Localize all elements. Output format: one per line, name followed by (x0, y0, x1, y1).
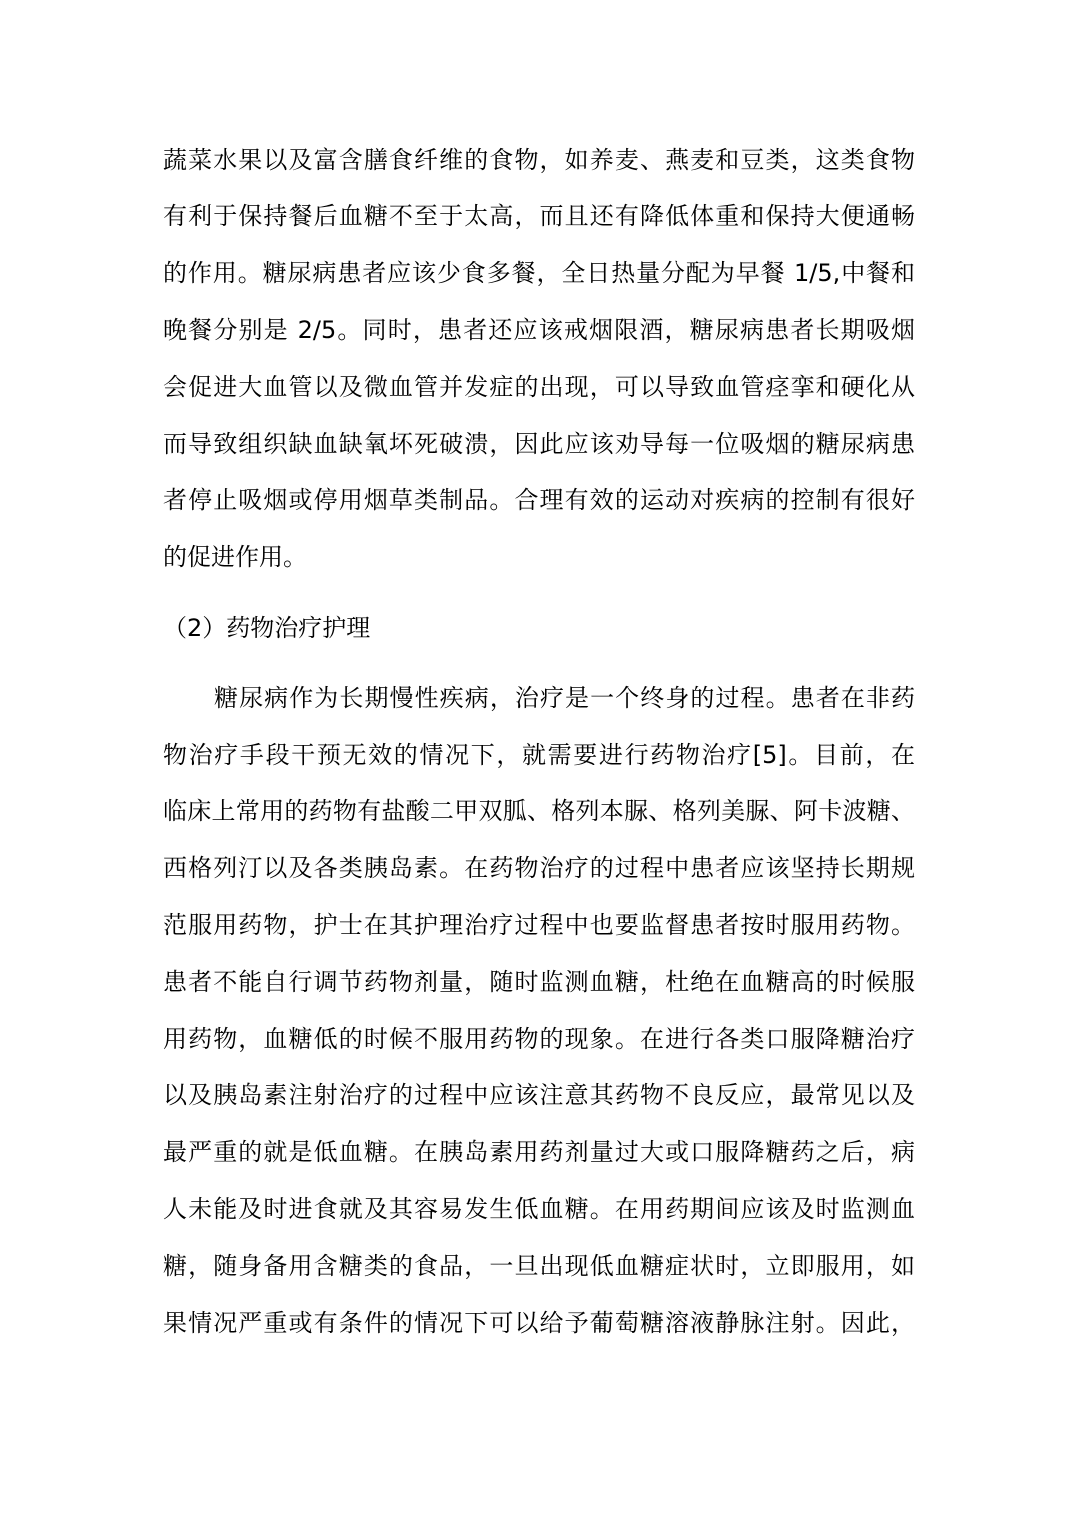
text-line: 糖，随身备用含糖类的食品，一旦出现低血糖症状时，立即服用，如 (163, 1251, 915, 1280)
text-line: 临床上常用的药物有盐酸二甲双胍、格列本脲、格列美脲、阿卡波糖、 (163, 797, 915, 826)
body-paragraph-diet (163, 132, 915, 586)
text-line: 范服用药物，护士在其护理治疗过程中也要监督患者按时服用药物。 (163, 910, 915, 939)
text-line: 有利于保持餐后血糖不至于太高，而且还有降低体重和保持大便通畅 (163, 202, 915, 231)
text-line: 用药物，血糖低的时候不服用药物的现象。在进行各类口服降糖治疗 (163, 1024, 915, 1053)
document-body (163, 132, 915, 1352)
text-line: 者停止吸烟或停用烟草类制品。合理有效的运动对疾病的控制有很好 (163, 486, 915, 515)
text-line: 的促进作用。 (163, 543, 307, 572)
text-line: 人未能及时进食就及其容易发生低血糖。在用药期间应该及时监测血 (163, 1194, 915, 1223)
text-line: 以及胰岛素注射治疗的过程中应该注意其药物不良反应，最常见以及 (163, 1081, 915, 1110)
text-line: 蔬菜水果以及富含膳食纤维的食物，如养麦、燕麦和豆类，这类食物 (163, 145, 915, 174)
section-heading: （2）药物治疗护理 (163, 613, 371, 642)
text-line: 最严重的就是低血糖。在胰岛素用药剂量过大或口服降糖药之后，病 (163, 1138, 915, 1167)
text-line: 而导致组织缺血缺氧坏死破溃，因此应该劝导每一位吸烟的糖尿病患 (163, 429, 915, 458)
text-line: 患者不能自行调节药物剂量，随时监测血糖，杜绝在血糖高的时候服 (163, 967, 915, 996)
text-line: 西格列汀以及各类胰岛素。在药物治疗的过程中患者应该坚持长期规 (163, 854, 915, 883)
text-line: 果情况严重或有条件的情况下可以给予葡萄糖溶液静脉注射。因此， (163, 1308, 915, 1337)
body-paragraph-medication (163, 670, 915, 1352)
text-line: 晚餐分别是 2/5。同时，患者还应该戒烟限酒，糖尿病患者长期吸烟 (163, 315, 915, 344)
text-line: 会促进大血管以及微血管并发症的出现，可以导致血管痉挛和硬化从 (163, 372, 915, 401)
text-line: 物治疗手段干预无效的情况下，就需要进行药物治疗[5]。目前，在 (163, 740, 915, 769)
text-line: 的作用。糖尿病患者应该少食多餐，全日热量分配为早餐 1/5,中餐和 (163, 259, 915, 288)
text-line: 糖尿病作为长期慢性疾病，治疗是一个终身的过程。患者在非药 (214, 683, 915, 712)
